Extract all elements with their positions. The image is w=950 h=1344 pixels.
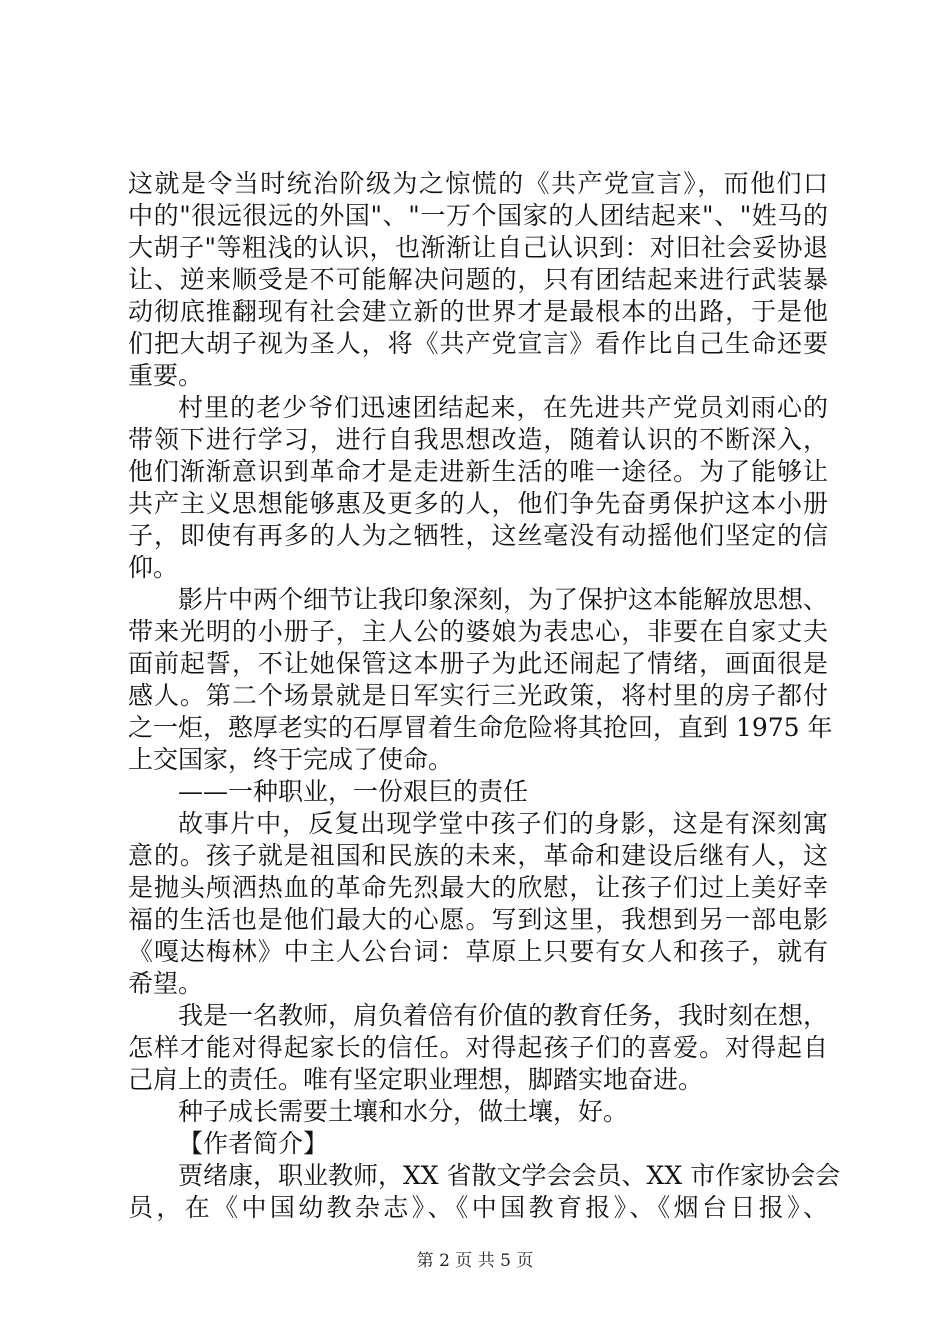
document-body [128, 168, 841, 1224]
text-line: 这就是令当时统治阶级为之惊慌的《共产党宣言》，而他们口 [128, 169, 828, 198]
paragraph-first-line: 村里的老少爷们迅速团结起来，在先进共产党员刘雨心的 [178, 393, 828, 422]
text-line: 希望。 [128, 969, 204, 998]
text-line: 他们渐渐意识到革命才是走进新生活的唯一途径。为了能够让 [128, 457, 828, 486]
text-line: 怎样才能对得起家长的信任。对得起孩子们的喜爱。对得起自 [128, 1033, 828, 1062]
text-line: 之一炬，憨厚老实的石厚冒着生命危险将其抢回，直到 1975 年 [128, 713, 833, 742]
text-line: 感人。第二个场景就是日军实行三光政策，将村里的房子都付 [128, 681, 828, 710]
paragraph-first-line: 我是一名教师，肩负着倍有价值的教育任务，我时刻在想， [178, 1001, 829, 1030]
text-line: 员，在《中国幼教杂志》、《中国教育报》、《烟台日报》、 [128, 1193, 828, 1222]
text-line: 《嘎达梅林》中主人公台词：草原上只要有女人和孩子，就有 [128, 937, 828, 966]
author-intro-heading: 【作者简介】 [178, 1129, 329, 1158]
text-line: 带来光明的小册子，主人公的婆娘为表忠心，非要在自家丈夫 [128, 617, 828, 646]
text-line: 重要。 [128, 361, 204, 390]
text-line: 上交国家，终于完成了使命。 [128, 745, 454, 774]
page-number-footer: 第 2 页 共 5 页 [416, 1251, 534, 1271]
text-line: 子，即使有再多的人为之牺牲，这丝毫没有动摇他们坚定的信 [128, 521, 828, 550]
text-line: 共产主义思想能够惠及更多的人，他们争先奋勇保护这本小册 [128, 489, 828, 518]
text-line: 动彻底推翻现有社会建立新的世界才是最根本的出路，于是他 [128, 297, 828, 326]
paragraph-first-line: 影片中两个细节让我印象深刻，为了保护这本能解放思想、 [178, 585, 829, 614]
text-line: 仰。 [128, 553, 179, 582]
text-line: 中的"很远很远的外国"、"一万个国家的人团结起来"、"姓马的 [128, 201, 828, 230]
text-line: 带领下进行学习，进行自我思想改造，随着认识的不断深入， [128, 425, 828, 454]
text-line: 面前起誓，不让她保管这本册子为此还闹起了情绪，画面很是 [128, 649, 828, 678]
paragraph-first-line: 故事片中，反复出现学堂中孩子们的身影，这是有深刻寓 [178, 809, 828, 838]
text-line: 意的。孩子就是祖国和民族的未来，革命和建设后继有人，这 [128, 841, 828, 870]
text-line: 己肩上的责任。唯有坚定职业理想，脚踏实地奋进。 [128, 1065, 704, 1094]
section-heading: ——一种职业，一份艰巨的责任 [178, 777, 529, 806]
paragraph-first-line: 种子成长需要土壤和水分，做土壤，好。 [178, 1097, 629, 1126]
text-line: 是抛头颅洒热血的革命先烈最大的欣慰，让孩子们过上美好幸 [128, 873, 828, 902]
text-line: 大胡子"等粗浅的认识，也渐渐让自己认识到：对旧社会妥协退 [128, 233, 828, 262]
text-line: 们把大胡子视为圣人，将《共产党宣言》看作比自己生命还要 [128, 329, 828, 358]
paragraph-first-line: 贾绪康，职业教师，XX 省散文学会会员、XX 市作家协会会 [178, 1161, 841, 1190]
text-line: 让、逆来顺受是不可能解决问题的，只有团结起来进行武装暴 [128, 265, 828, 294]
text-line: 福的生活也是他们最大的心愿。写到这里，我想到另一部电影 [128, 905, 828, 934]
